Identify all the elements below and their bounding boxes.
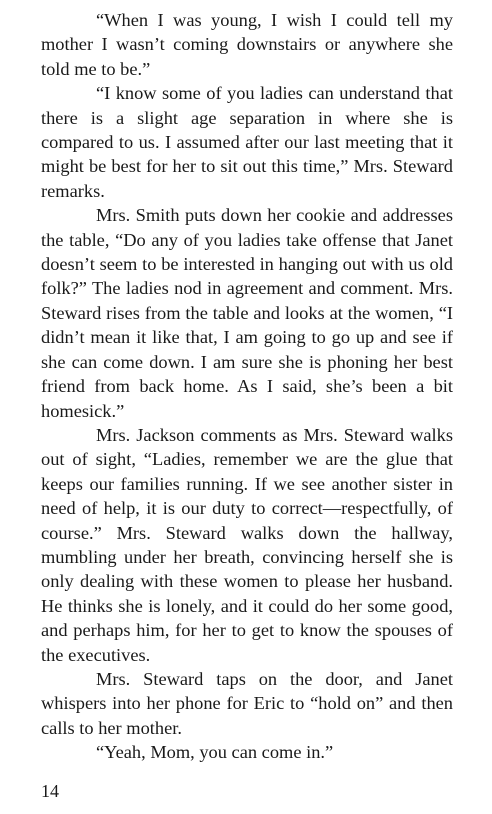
paragraph-6: “Yeah, Mom, you can come in.” bbox=[96, 742, 334, 763]
paragraph-4: Mrs. Jackson comments as Mrs. Steward walks out of sight, “Ladies, remember we are the glue that keeps our families running. If we see another sister in need of help, it is our duty to correct—respectfully, of course.” Mrs. Steward walks down the hallway, mumbling under her breath, convincing herself she is only dealing with these women to please her husband. He thinks she is lonely, and it could do her some good, and perhaps him, for her to get to know the spouses of the executives. bbox=[41, 424, 453, 665]
paragraph-5: Mrs. Steward taps on the door, and Janet whispers into her phone for Eric to “hold on” and then calls to her mother. bbox=[41, 668, 453, 738]
paragraph-2: “I know some of you ladies can understand that there is a slight age separation in where she is compared to us. I assumed after our last meeting that it might be best for her to sit out this time,” Mrs. Steward remarks. bbox=[41, 83, 453, 201]
page-number: 14 bbox=[41, 781, 59, 801]
page-body bbox=[41, 8, 453, 765]
paragraph-1: “When I was young, I wish I could tell my mother I wasn’t coming downstairs or anywhere she told me to be.” bbox=[41, 10, 453, 79]
paragraph-3: Mrs. Smith puts down her cookie and addresses the table, “Do any of you ladies take offense that Janet doesn’t seem to be interested in hanging out with us old folk?” The ladies nod in agreement and comment. Mrs. Steward rises from the table and looks at the women, “I didn’t mean it like that, I am going to go up and see if she can come down. I am sure she is phoning her best friend from back home. As I said, she’s been a bit homesick.” bbox=[41, 205, 453, 421]
